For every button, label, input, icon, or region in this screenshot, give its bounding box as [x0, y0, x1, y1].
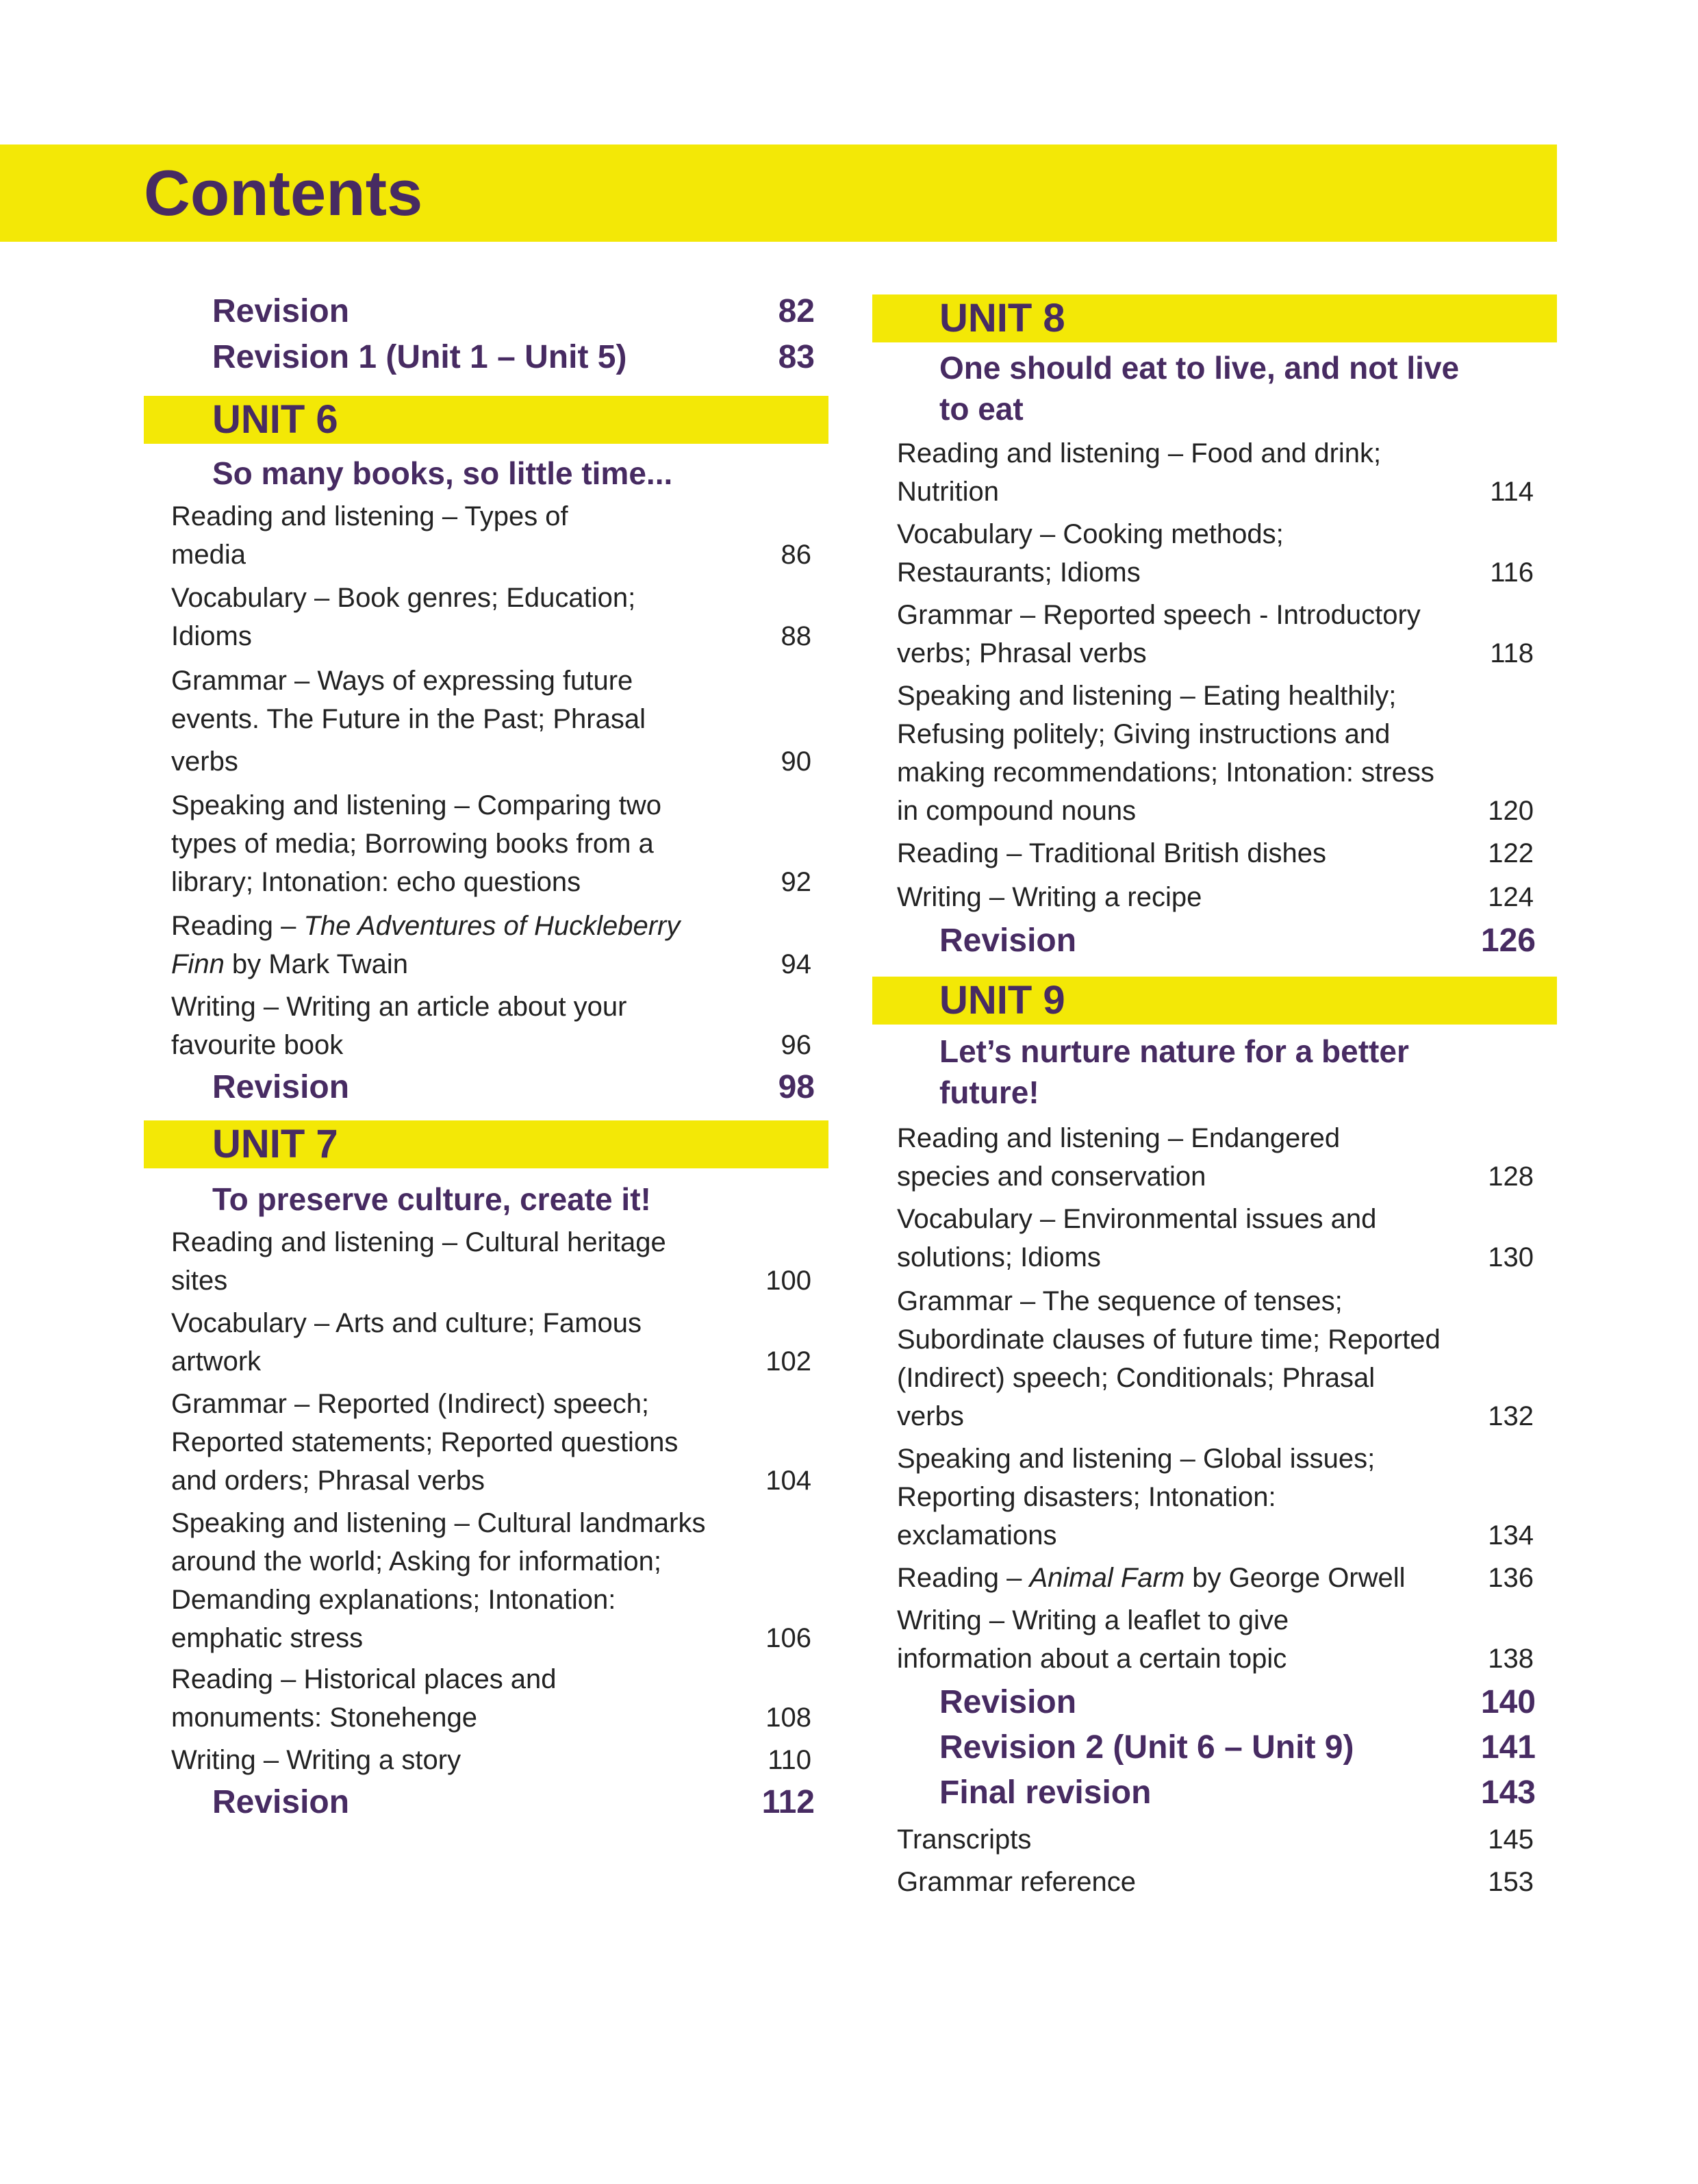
- unit-7-revision-label[interactable]: Revision: [212, 1784, 350, 1820]
- toc-entry-line[interactable]: verbs: [171, 746, 238, 777]
- toc-entry-line[interactable]: Reporting disasters; Intonation:: [897, 1482, 1276, 1512]
- final-revision-label[interactable]: Final revision: [939, 1774, 1152, 1811]
- toc-entry-line[interactable]: Grammar – Ways of expressing future: [171, 666, 633, 696]
- toc-entry-line[interactable]: around the world; Asking for information;: [171, 1546, 661, 1577]
- toc-page-number: 136: [1488, 1563, 1534, 1593]
- unit-9-revision-label[interactable]: Revision: [939, 1684, 1077, 1720]
- entry-suffix: by Mark Twain: [224, 949, 409, 979]
- toc-page-number: 130: [1488, 1242, 1534, 1272]
- toc-entry-line[interactable]: types of media; Borrowing books from a: [171, 829, 654, 859]
- toc-entry-line[interactable]: exclamations: [897, 1520, 1057, 1551]
- toc-entry-line[interactable]: Restaurants; Idioms: [897, 557, 1141, 588]
- transcripts-page: 145: [1488, 1824, 1534, 1855]
- toc-entry-line[interactable]: Reported statements; Reported questions: [171, 1427, 679, 1457]
- toc-entry-line[interactable]: Reading – Traditional British dishes: [897, 838, 1327, 868]
- toc-page-number: 110: [768, 1745, 811, 1775]
- toc-entry-line[interactable]: sites: [171, 1266, 228, 1296]
- toc-entry-line[interactable]: Grammar – Reported speech - Introductory: [897, 600, 1421, 630]
- toc-page-number: 100: [765, 1266, 811, 1296]
- toc-entry-line[interactable]: solutions; Idioms: [897, 1242, 1101, 1272]
- toc-entry-line[interactable]: verbs; Phrasal verbs: [897, 638, 1147, 668]
- toc-entry-line[interactable]: Vocabulary – Arts and culture; Famous: [171, 1308, 642, 1338]
- toc-page-number: 120: [1488, 796, 1534, 826]
- toc-entry-line[interactable]: [171, 945, 408, 983]
- toc-page-number: 114: [1490, 477, 1534, 507]
- toc-entry-line[interactable]: Reading – Historical places and: [171, 1664, 557, 1694]
- revision-2-label[interactable]: Revision 2 (Unit 6 – Unit 9): [939, 1729, 1354, 1766]
- toc-entry-line[interactable]: monuments: Stonehenge: [171, 1703, 477, 1733]
- unit-9-title-line: future!: [939, 1075, 1039, 1110]
- book-title: The Adventures of Huckleberry: [303, 911, 681, 941]
- toc-entry-line[interactable]: verbs: [897, 1401, 964, 1431]
- unit-8-revision-page: 126: [1480, 922, 1536, 959]
- unit-9-revision-page: 140: [1480, 1684, 1536, 1720]
- unit-8-title-line: One should eat to live, and not live: [939, 350, 1460, 386]
- toc-entry-line[interactable]: Reading and listening – Cultural heritage: [171, 1227, 666, 1257]
- toc-entry-line[interactable]: media: [171, 540, 246, 570]
- toc-entry-line[interactable]: and orders; Phrasal verbs: [171, 1466, 485, 1496]
- unit-9-label[interactable]: UNIT 9: [939, 978, 1065, 1022]
- toc-page-number: 108: [765, 1703, 811, 1733]
- toc-entry-line[interactable]: Grammar – The sequence of tenses;: [897, 1286, 1343, 1316]
- final-revision-page: 143: [1480, 1774, 1536, 1811]
- page-title: Contents: [144, 157, 423, 229]
- toc-entry-line[interactable]: (Indirect) speech; Conditionals; Phrasal: [897, 1363, 1376, 1393]
- book-title: Animal Farm: [1029, 1563, 1185, 1593]
- toc-page-number: 94: [781, 949, 811, 979]
- unit-8-label[interactable]: UNIT 8: [939, 296, 1065, 340]
- grammar-reference-label[interactable]: Grammar reference: [897, 1867, 1136, 1897]
- toc-entry-line[interactable]: Vocabulary – Cooking methods;: [897, 519, 1284, 549]
- toc-page-number: 124: [1488, 882, 1534, 912]
- toc-entry-line[interactable]: Speaking and listening – Global issues;: [897, 1444, 1376, 1474]
- unit-6-label[interactable]: UNIT 6: [212, 397, 338, 442]
- toc-entry-line[interactable]: Speaking and listening – Eating healthily;: [897, 681, 1397, 711]
- toc-page-number: 118: [1490, 638, 1534, 668]
- toc-page-number: 122: [1488, 838, 1534, 868]
- toc-page-number: 88: [781, 621, 811, 651]
- toc-entry-line[interactable]: species and conservation: [897, 1162, 1206, 1192]
- toc-entry-line[interactable]: Writing – Writing a leaflet to give: [897, 1605, 1289, 1635]
- entry-suffix: by George Orwell: [1184, 1563, 1406, 1593]
- toc-page-number: 128: [1488, 1162, 1534, 1192]
- toc-entry-line[interactable]: Writing – Writing a recipe: [897, 882, 1202, 912]
- revision-1-page: 83: [778, 339, 815, 375]
- toc-entry-line[interactable]: favourite book: [171, 1030, 344, 1060]
- toc-entry-line[interactable]: [897, 1559, 1406, 1597]
- toc-entry-line[interactable]: Vocabulary – Book genres; Education;: [171, 583, 636, 613]
- toc-entry-line[interactable]: [171, 907, 680, 945]
- toc-entry-line[interactable]: Speaking and listening – Comparing two: [171, 790, 661, 820]
- toc-entry-line[interactable]: Speaking and listening – Cultural landmarks: [171, 1508, 706, 1538]
- toc-entry-line[interactable]: Vocabulary – Environmental issues and: [897, 1204, 1377, 1234]
- toc-entry-line[interactable]: Refusing politely; Giving instructions and: [897, 719, 1391, 749]
- unit-8-title-line: to eat: [939, 391, 1024, 427]
- toc-entry-line[interactable]: information about a certain topic: [897, 1644, 1287, 1674]
- toc-page-number: 96: [781, 1030, 811, 1060]
- grammar-reference-page: 153: [1488, 1867, 1534, 1897]
- revision-2-page: 141: [1480, 1729, 1536, 1766]
- toc-page-number: 90: [781, 746, 811, 777]
- toc-entry-line[interactable]: Subordinate clauses of future time; Reported: [897, 1325, 1441, 1355]
- revision-1-label[interactable]: Revision 1 (Unit 1 – Unit 5): [212, 339, 627, 375]
- toc-entry-line[interactable]: library; Intonation: echo questions: [171, 867, 581, 897]
- toc-page-number: 104: [765, 1466, 811, 1496]
- unit-7-revision-page: 112: [761, 1784, 815, 1820]
- unit-8-revision-label[interactable]: Revision: [939, 922, 1077, 959]
- book-title: Finn: [171, 949, 225, 979]
- toc-entry-line[interactable]: making recommendations; Intonation: stress: [897, 757, 1434, 788]
- toc-page-number: 138: [1488, 1644, 1534, 1674]
- toc-page-number: 86: [781, 540, 811, 570]
- toc-entry-line[interactable]: Nutrition: [897, 477, 999, 507]
- toc-entry-line[interactable]: Grammar – Reported (Indirect) speech;: [171, 1389, 650, 1419]
- toc-page-number: 102: [765, 1346, 811, 1377]
- toc-entry-line[interactable]: events. The Future in the Past; Phrasal: [171, 704, 646, 734]
- toc-page-number: 92: [781, 867, 811, 897]
- toc-page-number: 116: [1490, 557, 1534, 588]
- transcripts-label[interactable]: Transcripts: [897, 1824, 1032, 1855]
- toc-entry-line[interactable]: emphatic stress: [171, 1623, 364, 1653]
- toc-entry-line[interactable]: Writing – Writing an article about your: [171, 992, 627, 1022]
- entry-prefix: Reading –: [897, 1563, 1030, 1593]
- unit-7-label[interactable]: UNIT 7: [212, 1122, 338, 1166]
- toc-entry-line[interactable]: in compound nouns: [897, 796, 1137, 826]
- unit-6-title: So many books, so little time...: [212, 455, 673, 491]
- toc-page-number: 134: [1488, 1520, 1534, 1551]
- toc-entry-line[interactable]: Reading and listening – Endangered: [897, 1123, 1341, 1153]
- unit-6-revision-label[interactable]: Revision: [212, 1069, 350, 1105]
- entry-prefix: Reading –: [171, 911, 304, 941]
- toc-entry-line[interactable]: Reading and listening – Food and drink;: [897, 438, 1382, 468]
- unit-9-title-line: Let’s nurture nature for a better: [939, 1033, 1409, 1069]
- toc-entry-line[interactable]: artwork: [171, 1346, 262, 1377]
- revision-page: 82: [778, 293, 815, 329]
- toc-entry-line[interactable]: Demanding explanations; Intonation:: [171, 1585, 616, 1615]
- toc-page-number: 132: [1488, 1401, 1534, 1431]
- revision-label[interactable]: Revision: [212, 293, 350, 329]
- toc-entry-line[interactable]: Reading and listening – Types of: [171, 501, 568, 531]
- unit-7-title: To preserve culture, create it!: [212, 1181, 651, 1217]
- toc-entry-line[interactable]: Writing – Writing a story: [171, 1745, 461, 1775]
- toc-entry-line[interactable]: Idioms: [171, 621, 252, 651]
- unit-6-revision-page: 98: [778, 1069, 815, 1105]
- toc-page-number: 106: [765, 1623, 811, 1653]
